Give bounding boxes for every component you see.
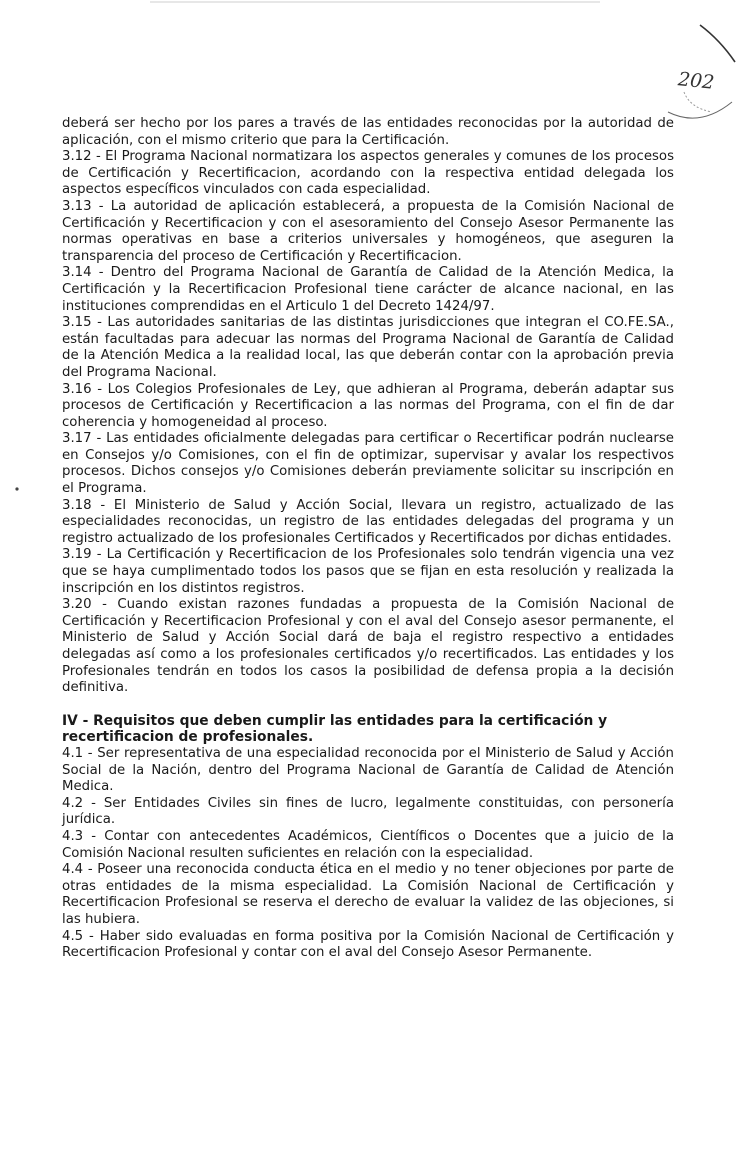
paragraphs-after-heading: [62, 746, 674, 962]
paragraph-3-13: 3.13 - La autoridad de aplicación establecerá, a propuesta de la Comisión Nacional de Certificación y Recertificacion y con el asesoramiento del Consejo Asesor Permanente las normas operativas en base a criterios universales y homogéneos, que aseguren la transparencia del proceso de Certificación y Recertificacion.: [62, 198, 674, 264]
stamp-arc: [668, 102, 732, 118]
corner-pen-stroke: [700, 25, 735, 62]
margin-speck: [15, 487, 18, 490]
stamp-arc-inner: [684, 92, 712, 112]
paragraph-4-1: 4.1 - Ser representativa de una especialidad reconocida por el Ministerio de Salud y Acción Social de la Nación, dentro del Programa Nacional de Garantía de Calidad de Atención Medica.: [62, 745, 674, 795]
paragraph-3-12: 3.12 - El Programa Nacional normatizara los aspectos generales y comunes de los procesos de Certificación y Recertificacion, acordando con la respectiva entidad delegada los aspectos específicos vinculados con cada especialidad.: [62, 149, 674, 198]
paragraph-4-3: 4.3 - Contar con antecedentes Académicos, Científicos o Docentes que a juicio de la Comisión Nacional resulten suficientes en relación con la especialidad.: [62, 828, 674, 861]
paragraph-4-4: 4.4 - Poseer una reconocida conducta ética en el medio y no tener objeciones por parte de otras entidades de la misma especialidad. La Comisión Nacional de Certificación y Recertificacion Profesional se reserva el derecho de evaluar la validez de las objeciones, si las hubiera.: [62, 862, 674, 927]
section-spacer: [62, 697, 674, 713]
paragraph-3-19: 3.19 - La Certificación y Recertificacion de los Profesionales solo tendrán vigencia una vez que se haya cumplimentado todos los pasos que se fijan en esta resolución y realizada la inscripción en los distintos registros.: [62, 547, 674, 596]
paragraph-3-18: 3.18 - El Ministerio de Salud y Acción Social, llevara un registro, actualizado de las especialidades reconocidas, un registro de las entidades delegadas del programa y un registro actualizado de los profesionales Certificados y Recertificados por dichas entidades.: [62, 497, 674, 546]
section-heading: IV - Requisitos que deben cumplir las entidades para la certificación y recertificacion de profesionales.: [62, 712, 608, 746]
paragraph-4-5: 4.5 - Haber sido evaluadas en forma positiva por la Comisión Nacional de Certificación y Recertificacion Profesional y contar con el aval del Consejo Asesor Permanente.: [62, 928, 674, 961]
paragraph-4-2: 4.2 - Ser Entidades Civiles sin fines de lucro, legalmente constituidas, con personería jurídica.: [62, 795, 674, 828]
paragraph-3-14: 3.14 - Dentro del Programa Nacional de Garantía de Calidad de la Atención Medica, la Certificación y la Recertificacion Profesional tiene carácter de alcance nacional, en las instituciones comprendidas en el Articulo 1 del Decreto 1424/97.: [62, 265, 674, 314]
paragraph-3-17: 3.17 - Las entidades oficialmente delegadas para certificar o Recertificar podrán nuclearse en Consejos y/o Comisiones, con el fin de optimizar, supervisar y avalar los respectivos procesos. Dichos consejos y/o Comisiones deberán previamente solicitar su inscripción en el Programa.: [62, 431, 674, 497]
paragraph-3-16: 3.16 - Los Colegios Profesionales de Ley, que adhieran al Programa, deberán adaptar sus procesos de Certificación y Recertificacion a las normas del Programa, con el fin de dar coherencia y homogeneidad al proceso.: [62, 381, 674, 430]
document-body: [62, 116, 674, 962]
page-number: 202: [676, 68, 716, 94]
paragraph-3-20: 3.20 - Cuando existan razones fundadas a propuesta de la Comisión Nacional de Certificación y Recertificacion Profesional y con el aval del Consejo asesor permanente, el Ministerio de Salud y Acción Social dará de baja el registro respectivo a entidades delegadas así como a los profesionales certificados y/o recertificados. Las entidades y los Profesionales tendrán en todos los casos la posibilidad de defensa propia a la decisión definitiva.: [62, 597, 674, 696]
paragraph: deberá ser hecho por los pares a través de las entidades reconocidas por la autoridad de aplicación, con el mismo criterio que para la Certificación.: [62, 116, 674, 148]
paragraph-3-15: 3.15 - Las autoridades sanitarias de las distintas jurisdicciones que integran el CO.FE.SA., están facultadas para adecuar las normas del Programa Nacional de Garantía de Calidad de la Atención Medica a la realidad local, las que deberán contar con la aprobación previa del Programa Nacional.: [62, 315, 674, 380]
paragraphs-before-heading: [62, 116, 674, 697]
